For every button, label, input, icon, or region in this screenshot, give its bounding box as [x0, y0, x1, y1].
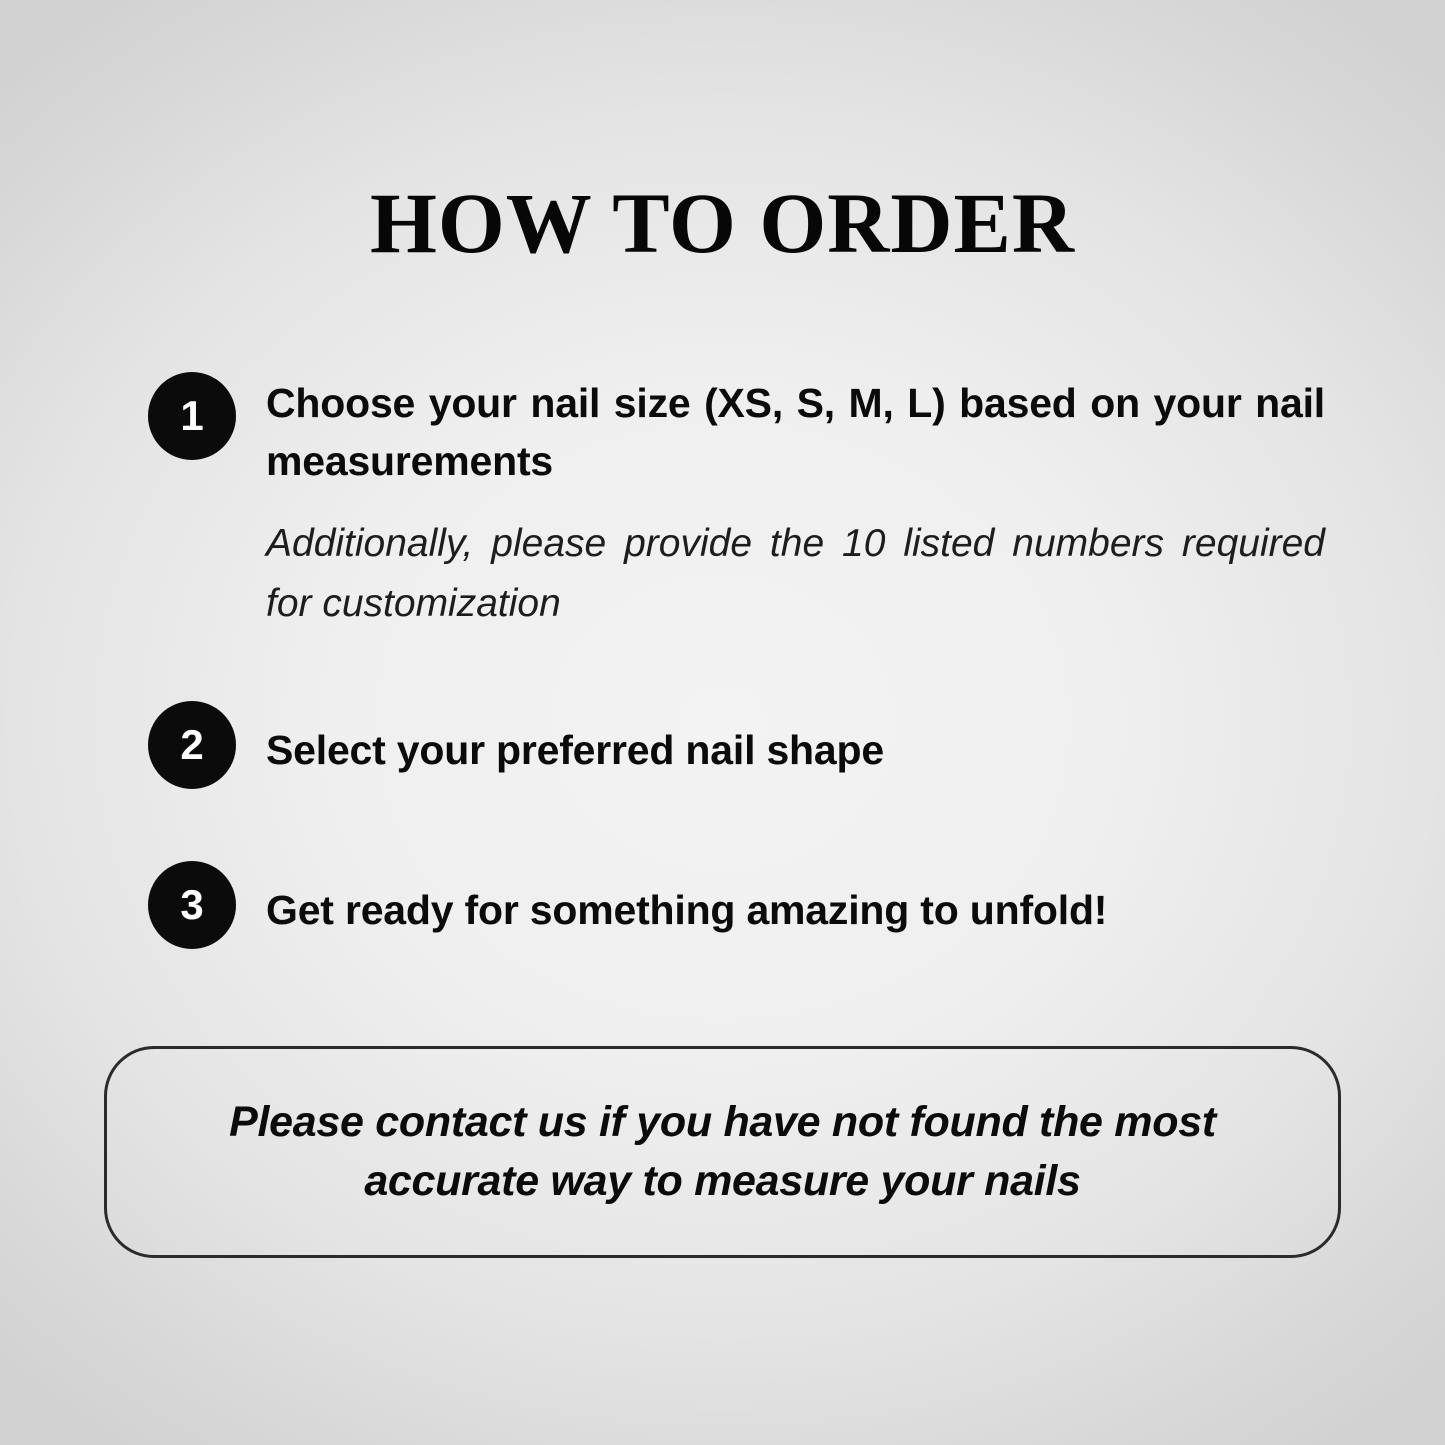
- contact-callout-box: [104, 1046, 1341, 1258]
- step-number-badge: 1: [148, 372, 236, 460]
- step-content: [266, 861, 1325, 939]
- step-title: Select your preferred nail shape: [266, 726, 884, 773]
- step-title: Choose your nail size (XS, S, M, L) based on your nail measurements: [266, 380, 1325, 485]
- step-content: [266, 372, 1325, 633]
- list-item: [148, 701, 1325, 789]
- step-title: Get ready for something amazing to unfold!: [266, 886, 1108, 933]
- page-title: HOW TO ORDER: [370, 175, 1075, 271]
- contact-callout-text: Please contact us if you have not found the most accurate way to measure your nails: [229, 1097, 1216, 1205]
- list-item: [148, 372, 1325, 633]
- step-number-badge: 2: [148, 701, 236, 789]
- step-number-badge: 3: [148, 861, 236, 949]
- step-content: [266, 701, 1325, 779]
- steps-list: [148, 372, 1325, 949]
- list-item: [148, 861, 1325, 949]
- step-note: Additionally, please provide the 10 listed numbers required for customization: [266, 522, 1325, 625]
